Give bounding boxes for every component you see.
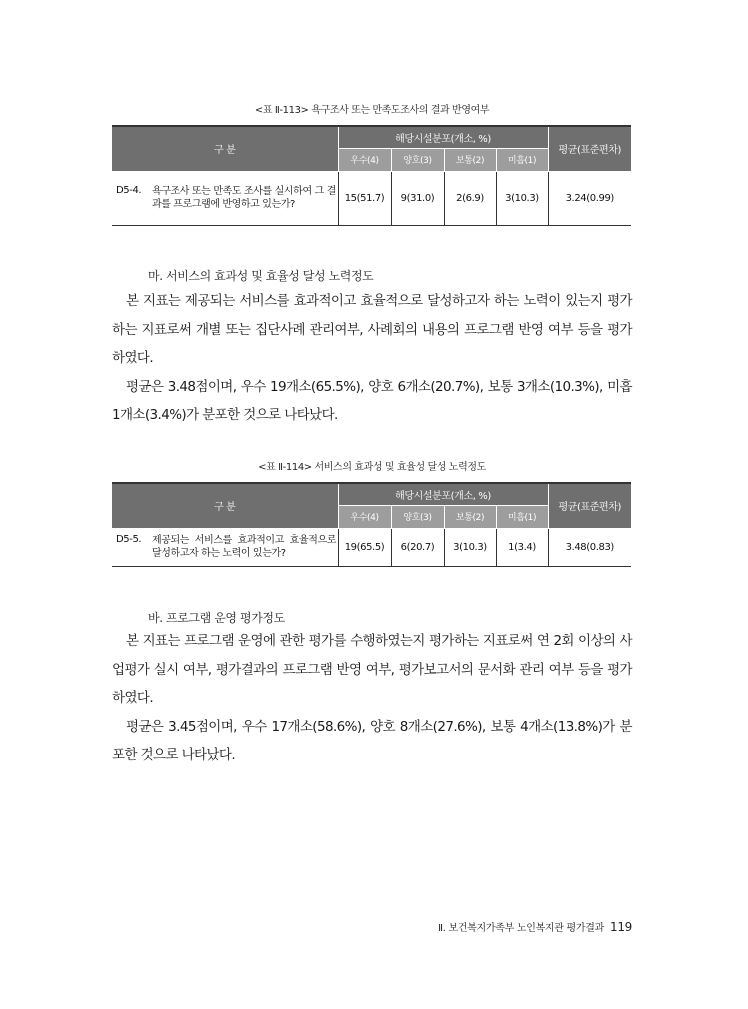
paragraph: 평균은 3.48점이며, 우수 19개소(65.5%), 양호 6개소(20.7%), 보통 3개소(10.3%), 미흡 1개소(3.4%)가 분포한 것으로 나타났다. <box>112 378 632 423</box>
table-row <box>112 528 631 566</box>
data-table <box>112 125 631 226</box>
cell-good: 6(20.7) <box>391 528 444 566</box>
page-footer <box>438 919 632 934</box>
cell-normal: 2(6.9) <box>444 171 496 225</box>
header-col-excellent: 우수(4) <box>338 148 391 171</box>
header-category: 구 분 <box>112 483 338 528</box>
cell-normal: 3(10.3) <box>444 528 496 566</box>
item-code: D5-4. <box>116 185 142 196</box>
section-heading: 바. 프로그램 운영 평가정도 <box>148 611 285 625</box>
paragraph: 평균은 3.45점이며, 우수 17개소(58.6%), 양호 8개소(27.6%), 보통 4개소(13.8%)가 분포한 것으로 나타났다. <box>112 718 632 763</box>
header-col-good: 양호(3) <box>391 505 444 528</box>
table-caption: <표 Ⅱ-114> 서비스의 효과성 및 효율성 달성 노력정도 <box>258 462 486 473</box>
row-item <box>112 171 338 225</box>
item-text: 제공되는 서비스를 효과적이고 효율적으로 달성하고자 하는 노력이 있는가? <box>152 535 336 559</box>
header-col-normal: 보통(2) <box>444 505 496 528</box>
paragraph: 본 지표는 제공되는 서비스를 효과적이고 효율적으로 달성하고자 하는 노력이 있는지 평가하는 지표로써 개별 또는 집단사례 관리여부, 사례회의 내용의 프로그램 반영 여부 등을 평가하였다. <box>112 293 632 366</box>
cell-average: 3.24(0.99) <box>548 171 631 225</box>
header-col-normal: 보통(2) <box>444 148 496 171</box>
row-item <box>112 528 338 566</box>
paragraph: 본 지표는 프로그램 운영에 관한 평가를 수행하였는지 평가하는 지표로써 연 2회 이상의 사업평가 실시 여부, 평가결과의 프로그램 반영 여부, 평가보고서의 문서화 관리 여부 등을 평가하였다. <box>112 633 632 706</box>
header-col-poor: 미흡(1) <box>496 505 548 528</box>
data-table <box>112 482 631 567</box>
item-code: D5-5. <box>116 534 142 545</box>
section-body <box>112 627 632 770</box>
header-distribution: 해당시설분포(개소, %) <box>338 483 548 505</box>
cell-average: 3.48(0.83) <box>548 528 631 566</box>
header-col-excellent: 우수(4) <box>338 505 391 528</box>
item-text: 욕구조사 또는 만족도 조사를 실시하여 그 결과를 프로그램에 반영하고 있는가? <box>152 186 336 210</box>
page-number: 119 <box>609 920 632 934</box>
header-average: 평균(표준편차) <box>548 126 631 171</box>
section-heading: 마. 서비스의 효과성 및 효율성 달성 노력정도 <box>148 269 374 283</box>
footer-title: Ⅱ. 보건복지가족부 노인복지관 평가결과 <box>438 923 604 934</box>
header-average: 평균(표준편차) <box>548 483 631 528</box>
header-col-good: 양호(3) <box>391 148 444 171</box>
cell-excellent: 15(51.7) <box>338 171 391 225</box>
table-row <box>112 171 631 225</box>
cell-poor: 3(10.3) <box>496 171 548 225</box>
header-distribution: 해당시설분포(개소, %) <box>338 126 548 148</box>
header-col-poor: 미흡(1) <box>496 148 548 171</box>
cell-excellent: 19(65.5) <box>338 528 391 566</box>
header-category: 구 분 <box>112 126 338 171</box>
cell-good: 9(31.0) <box>391 171 444 225</box>
section-body <box>112 287 632 430</box>
table-caption: <표 Ⅱ-113> 욕구조사 또는 만족도조사의 결과 반영여부 <box>254 105 490 116</box>
cell-poor: 1(3.4) <box>496 528 548 566</box>
